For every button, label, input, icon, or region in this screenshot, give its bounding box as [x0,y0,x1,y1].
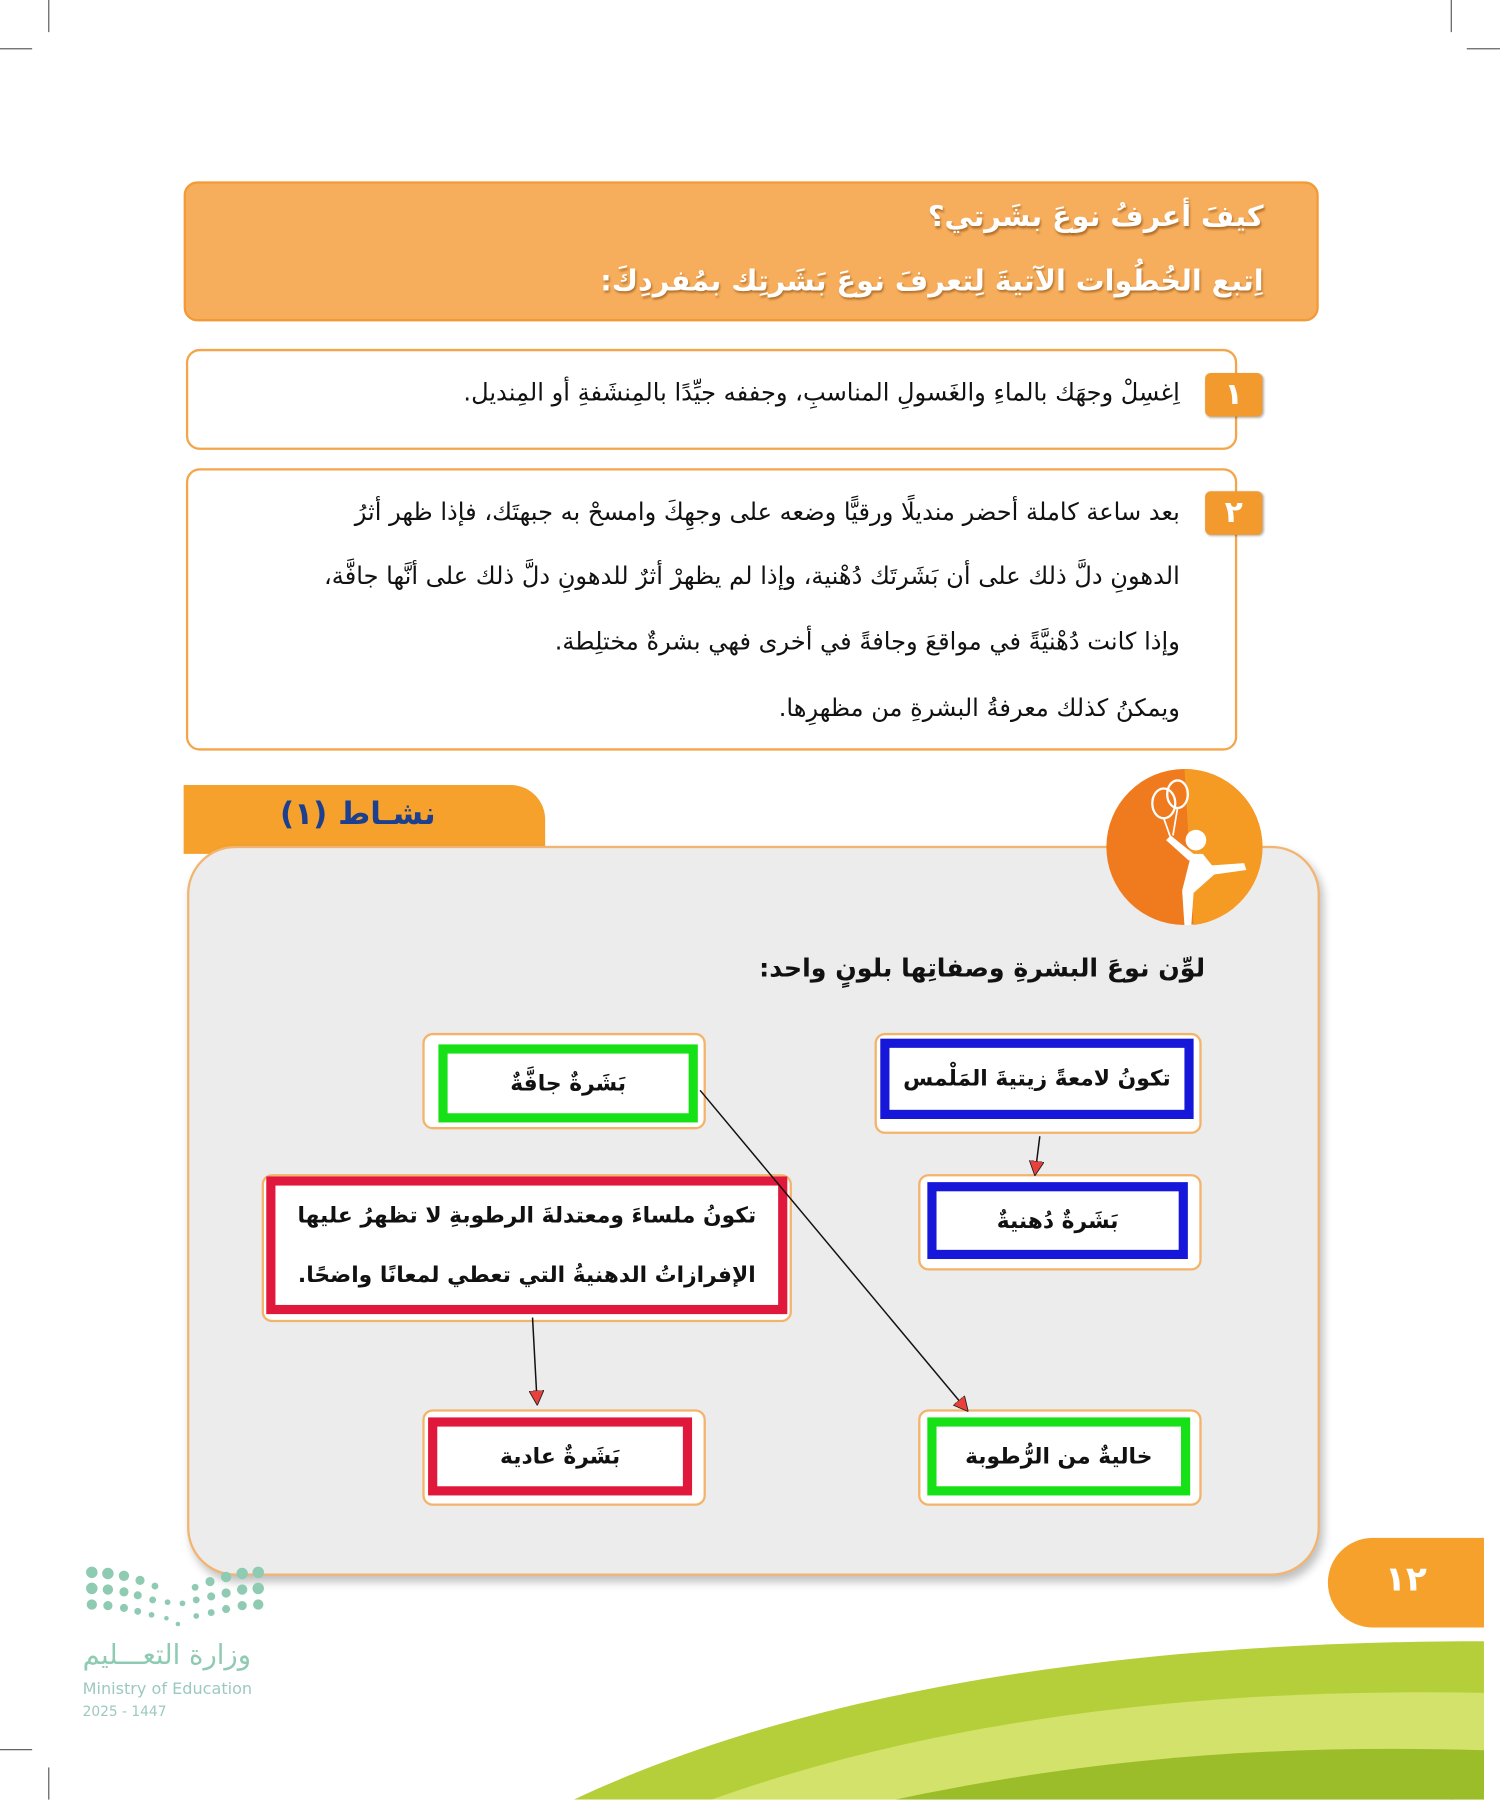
activity-title: نشـاط (١) [280,796,436,833]
step-number-badge: ٢ [1205,491,1262,535]
step-text: اِغسِلْ وجهَك بالماءِ والغَسولِ المناسبِ، وجففه جيِّدًا بالمِنشَفةِ أو المِنديل. [463,378,1180,407]
skin-type-normal-box[interactable]: بَشَرةٌ عادية [428,1417,692,1495]
skin-type-oily-box[interactable]: بَشَرةٌ دُهنيةٌ [927,1182,1188,1259]
skin-type-dry-box[interactable]: بَشَرةٌ جافَّةٌ [438,1044,697,1122]
ministry-logo-icon [80,1561,269,1630]
edition-year: 2025 - 1447 [82,1703,167,1720]
trait-no-moisture-box[interactable]: خاليةٌ من الرُّطوبة [927,1417,1190,1495]
trait-shiny-oily-box[interactable]: تكونُ لامعةً زيتيةَ المَلْمس [880,1039,1193,1119]
ministry-name-en: Ministry of Education [82,1680,253,1699]
step-text-line: ويمكنُ كذلك معرفةُ البشرةِ من مظهرِها. [778,694,1180,722]
step-text-line: الدهونِ دلَّ ذلك على أن بَشَرتَك دُهْنية، وإذا لم يظهرْ أثرٌ للدهونِ دلَّ ذلك على أنَّها جافَّة، [324,562,1180,590]
trait-text-line: الإفرازاتُ الدهنيةُ التي تعطي لمعانًا واضحًا. [297,1262,756,1288]
lesson-title: كيفَ أعرفُ نوعَ بشَرتي؟ [927,199,1264,233]
page-number: ١٢ [1328,1538,1484,1628]
step-text-line: وإذا كانت دُهْنيَّةً في مواقعَ وجافةً في أخرى فهي بشرةٌ مختلِطة. [554,627,1180,656]
decorative-swoosh [551,1630,1500,1800]
lesson-subtitle: اِتبع الخُطُوات الآتيةَ لِتعرفَ نوعَ بَشَرتِك بمُفردِكَ: [600,263,1264,298]
ministry-name-ar: وزارة التعـــليم [82,1638,252,1672]
step-number-badge: ١ [1205,373,1262,417]
activity-instruction: لوِّن نوعَ البشرةِ وصفاتِها بلونٍ واحد: [759,954,1206,984]
arrow [700,1090,966,1409]
trait-text-line: تكونُ ملساءَ ومعتدلةَ الرطوبةِ لا تظهرُ عليها [297,1202,757,1229]
arrow [1035,1136,1040,1173]
step-text-line: بعد ساعة كاملة أحضر منديلًا ورقيًّا وضعه على وجهِكَ وامسحْ به جبهتَك، فإذا ظهر أثرُ [354,498,1180,526]
arrow [533,1318,538,1403]
